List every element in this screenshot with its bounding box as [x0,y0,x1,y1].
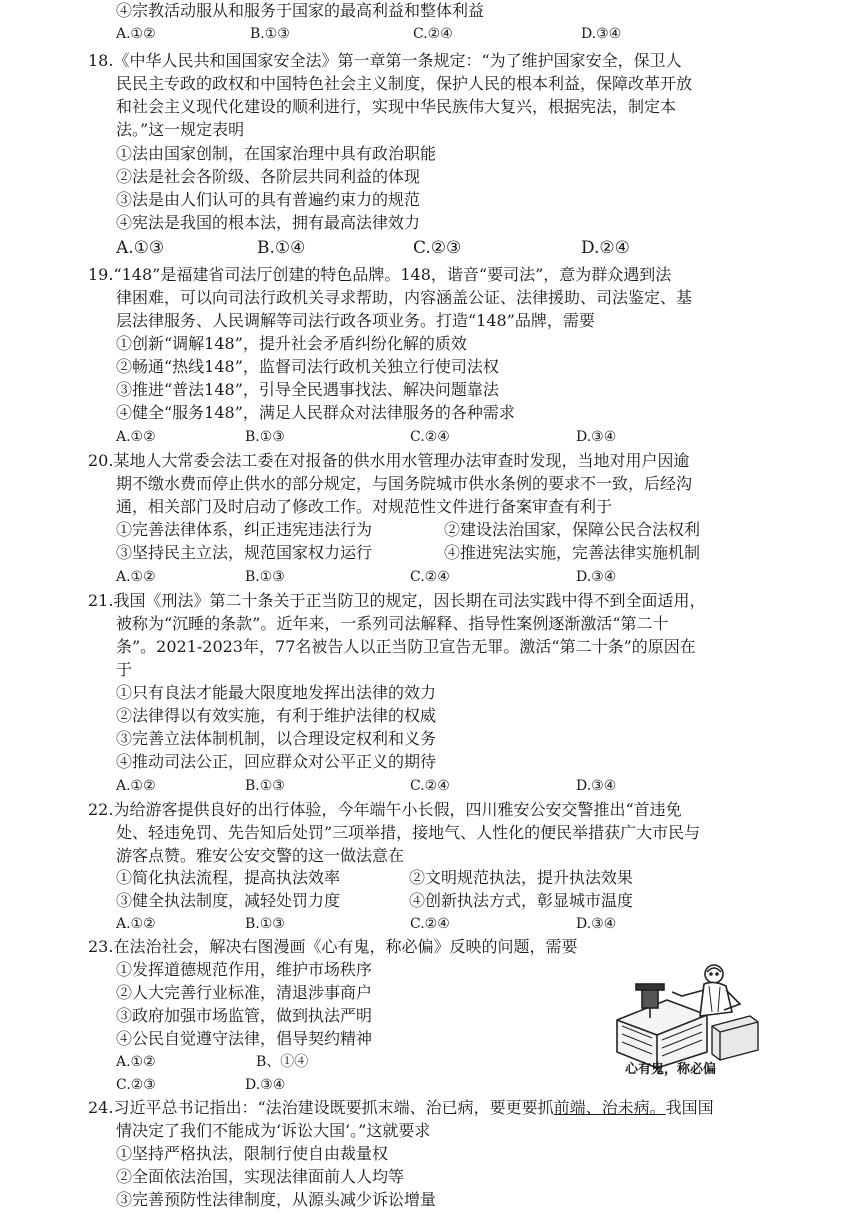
q20-item-4: ④推进宪法实施，完善法律实施机制 [444,543,701,562]
option-a: A.①② [116,1054,156,1070]
option-d: D.③④ [576,778,617,794]
q20-item-1: ①完善法律体系，纠正违宪违法行为 [116,520,373,539]
q21-item-2: ②法律得以有效实施，有利于维护法律的权威 [116,706,437,725]
q23-stem-line-1: 23.在法治社会，解决右图漫画《心有鬼，称必偏》反映的问题，需要 [88,937,578,956]
cartoon-caption: 心有鬼，称必偏 [625,1062,717,1077]
q21-stem-line-1: 21.我国《刑法》第二十条关于正当防卫的规定，因长期在司法实践中得不到全面适用， [88,591,706,610]
q19-stem-line-2: 律困难，可以向司法行政机关寻求帮助，内容涵盖公证、法律援助、司法鉴定、基 [116,288,693,307]
q24-stem-text-end: 我国国 [665,1098,714,1117]
q20-stem-line-3: 通，相关部门及时启动了修改工作。对规范性文件进行备案审查有利于 [116,497,613,516]
q20-item-3: ③坚持民主立法，规范国家权力运行 [116,543,373,562]
option-b: B.①③ [245,429,285,445]
q21-stem-line-4: 于 [116,660,133,679]
option-a: A.①② [116,429,156,445]
option-b: B.①③ [250,26,290,42]
q23-item-3: ③政府加强市场监管，做到执法严明 [116,1006,373,1025]
q21-stem-line-3: 条”。2021-2023年，77名被告人以正当防卫宣告无罪。激活“第二十条”的原因在 [116,637,696,656]
option-a: A.①② [116,569,156,585]
q18-stem-line-2: 民民主专政的政权和中国特色社会主义制度，保护人民的根本利益，保障改革开放 [116,74,693,93]
q20-stem-line-1: 20.某地人大常委会法工委在对报备的供水用水管理办法审查时发现，当地对用户因逾 [88,451,690,470]
q19-stem-line-3: 层法律服务、人民调解等司法行政各项业务。打造“148”品牌，需要 [116,311,595,330]
option-d: D.③④ [576,916,617,932]
q24-stem-line-1 [88,1097,714,1119]
q22-item-4: ④创新执法方式，彰显城市温度 [409,891,634,910]
option-c: C.②③ [413,238,462,258]
q18-item-2: ②法是社会各阶级、各阶层共同利益的体现 [116,167,421,186]
q22-item-2: ②文明规范执法，提升执法效果 [409,868,634,887]
option-c: C.②④ [410,778,450,794]
option-b: B.①④ [257,238,306,258]
q23-item-2: ②人大完善行业标准，清退涉事商户 [116,983,373,1002]
option-c: C.②④ [410,916,450,932]
q21-item-1: ①只有良法才能最大限度地发挥出法律的效力 [116,683,437,702]
q19-item-2: ②畅通“热线148”，监督司法行政机关独立行使司法权 [116,357,499,376]
q19-item-1: ①创新“调解148”，提升社会矛盾纠纷化解的质效 [116,334,467,353]
q20-item-2: ②建设法治国家，保障公民合法权利 [444,520,701,539]
option-c: C.②④ [413,26,453,42]
q19-item-3: ③推进“普法148”，引导全民遇事找法、解决问题靠法 [116,380,499,399]
q18-item-1: ①法由国家创制，在国家治理中具有政治职能 [116,144,437,163]
q18-item-3: ③法是由人们认可的具有普遍约束力的规范 [116,190,421,209]
q23-item-4: ④公民自觉遵守法律，倡导契约精神 [116,1029,373,1048]
q18-stem-line-1: 18.《中华人民共和国国家安全法》第一章第一条规定：“为了维护国家安全，保卫人 [88,51,682,70]
q23-item-1: ①发挥道德规范作用，维护市场秩序 [116,960,373,979]
q22-item-1: ①简化执法流程，提高执法效率 [116,868,341,887]
option-d: D.②④ [581,238,630,258]
q22-stem-line-2: 处、轻违免罚、先告知后处罚”三项举措，接地气、人性化的便民举措获广大市民与 [116,823,701,842]
q24-stem-line-2: 情决定了我们不能成为‘诉讼大国’。”这就要求 [116,1121,431,1140]
option-a: A.①② [116,778,156,794]
q20-stem-line-2: 期不缴水费而停止供水的部分规定，与国务院城市供水条例的要求不一致，后经沟 [116,474,693,493]
q22-stem-line-3: 游客点赞。雅安公安交警的这一做法意在 [116,846,405,865]
q21-item-3: ③完善立法体制机制，以合理设定权利和义务 [116,729,437,748]
option-c: C.②③ [116,1077,156,1093]
q24-underlined-text: 前端、治未病。 [553,1098,666,1117]
q19-stem-line-1: 19.“148”是福建省司法厅创建的特色品牌。148，谐音“要司法”，意为群众遇到法 [88,265,672,284]
q24-stem-text: 24.习近平总书记指出：“法治建设既要抓末端、治已病，要更要抓 [88,1098,554,1117]
option-a: A.①③ [116,238,165,258]
q18-stem-line-3: 和社会主义现代化建设的顺利进行，实现中华民族伟大复兴，根据宪法，制定本 [116,97,677,116]
option-b: B.①③ [245,569,285,585]
option-a: A.①② [116,916,156,932]
option-d: D.③④ [245,1077,286,1093]
q19-item-4: ④健全“服务148”，满足人民群众对法律服务的各种需求 [116,403,515,422]
q22-stem-line-1: 22.为给游客提供良好的出行体验，今年端午小长假，四川雅安公安交警推出“首违免 [88,800,682,819]
q24-item-3: ③完善预防性法律制度，从源头减少诉讼增量 [116,1190,437,1209]
option-d: D.③④ [581,26,622,42]
q18-item-4: ④宪法是我国的根本法，拥有最高法律效力 [116,213,421,232]
crate-illustration [712,1016,758,1060]
q18-stem-line-4: 法。”这一规定表明 [116,120,245,139]
option-b: B.①③ [245,916,285,932]
q21-stem-line-2: 被称为“沉睡的条款”。近年来，一系列司法解释、指导性案例逐渐激活“第二十 [116,614,669,633]
q17-item-4: ④宗教活动服从和服务于国家的最高利益和整体利益 [116,1,485,20]
option-b: B.①③ [245,778,285,794]
q21-item-4: ④推动司法公正，回应群众对公平正义的期待 [116,752,437,771]
q24-item-1: ①坚持严格执法，限制行使自由裁量权 [116,1144,389,1163]
q22-item-3: ③健全执法制度，减轻处罚力度 [116,891,341,910]
option-d: D.③④ [576,429,617,445]
option-d: D.③④ [576,569,617,585]
option-b: B、①④ [256,1054,309,1070]
option-c: C.②④ [410,429,450,445]
option-c: C.②④ [410,569,450,585]
option-a: A.①② [116,26,156,42]
q24-item-2: ②全面依法治国，实现法律面前人人均等 [116,1167,405,1186]
